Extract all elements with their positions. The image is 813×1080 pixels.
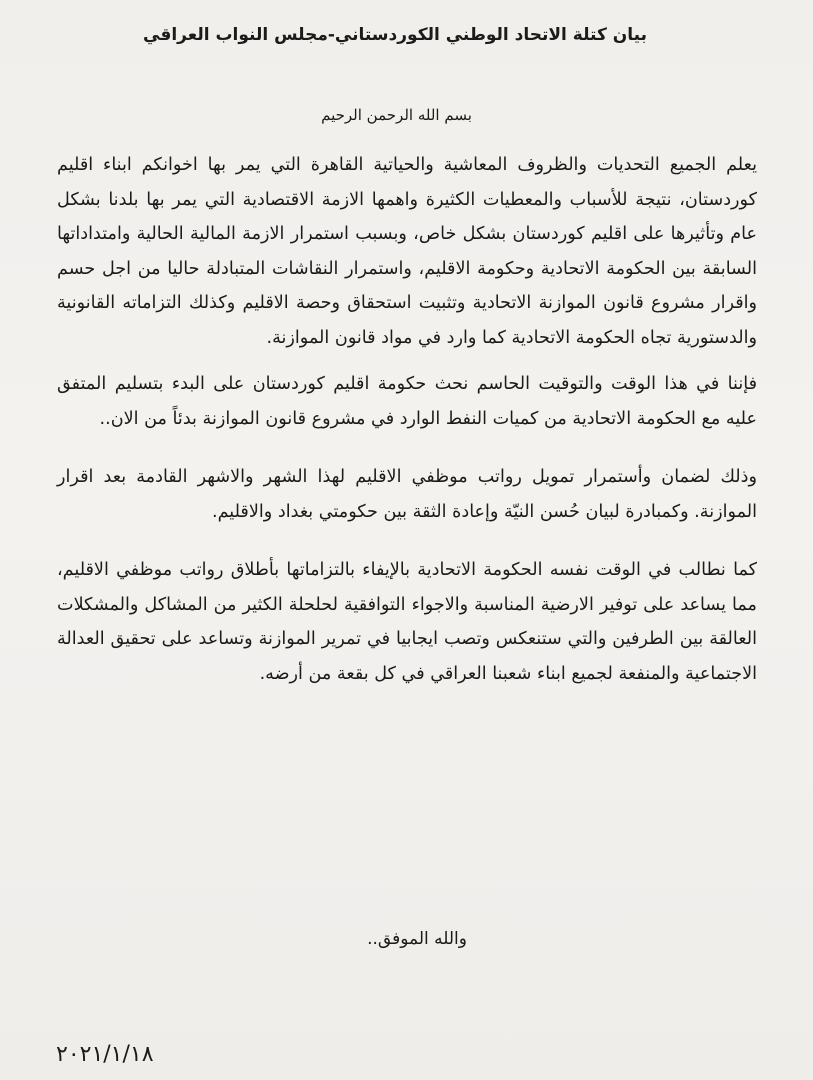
document-title: بيان كتلة الاتحاد الوطني الكوردستاني-مجلس النواب العراقي	[143, 25, 647, 45]
paragraph-2: فإننا في هذا الوقت والتوقيت الحاسم نحث حكومة اقليم كوردستان على البدء بتسليم المتفق عليه مع الحكومة الاتحادية من كميات النفط الوارد في مشروع قانون الموازنة بدئاً من الان..	[57, 374, 757, 429]
closing-line: والله الموفق..	[367, 929, 467, 949]
paragraph-3: وذلك لضمان وأستمرار تمويل رواتب موظفي الاقليم لهذا الشهر والاشهر القادمة بعد اقرار الموازنة. وكمبادرة لبيان حُسن النيّة وإعادة الثقة بين حكومتي بغداد والاقليم.	[57, 467, 757, 522]
paragraph-4: كما نطالب في الوقت نفسه الحكومة الاتحادية بالإيفاء بالتزاماتها بأطلاق رواتب موظفي الاقليم، مما يساعد على توفير الارضية المناسبة والاجواء التوافقية لحلحلة الكثير من المشاكل والمشكلات العالقة بين الطرفين والتي ستنعكس وتصب ايجابيا في تمرير الموازنة وتساعد على تحقيق العدالة الاجتماعية والمنفعة لجميع ابناء شعبنا العراقي في كل بقعة من أرضه.	[57, 560, 757, 684]
basmala: بسم الله الرحمن الرحيم	[321, 106, 472, 124]
document-body	[57, 148, 757, 721]
paragraph-1: يعلم الجميع التحديات والظروف المعاشية والحياتية القاهرة التي يمر بها اخوانكم ابناء اقليم كوردستان، نتيجة للأسباب والمعطيات الكثيرة واهمها الازمة الاقتصادية التي يمر بها بلدنا بشكل عام وتأثيرها على اقليم كوردستان بشكل خاص، وبسبب استمرار الازمة المالية الحالية وامتداداتها السابقة بين الحكومة الاتحادية وحكومة الاقليم، واستمرار النقاشات المتبادلة حاليا من اجل حسم واقرار مشروع قانون الموازنة الاتحادية وتثبيت استحقاق وحصة الاقليم وكذلك التزاماته القانونية والدستورية تجاه الحكومة الاتحادية كما وارد في مواد قانون الموازنة.	[57, 155, 757, 348]
document-date: ٢٠٢١/١/١٨	[56, 1042, 154, 1067]
